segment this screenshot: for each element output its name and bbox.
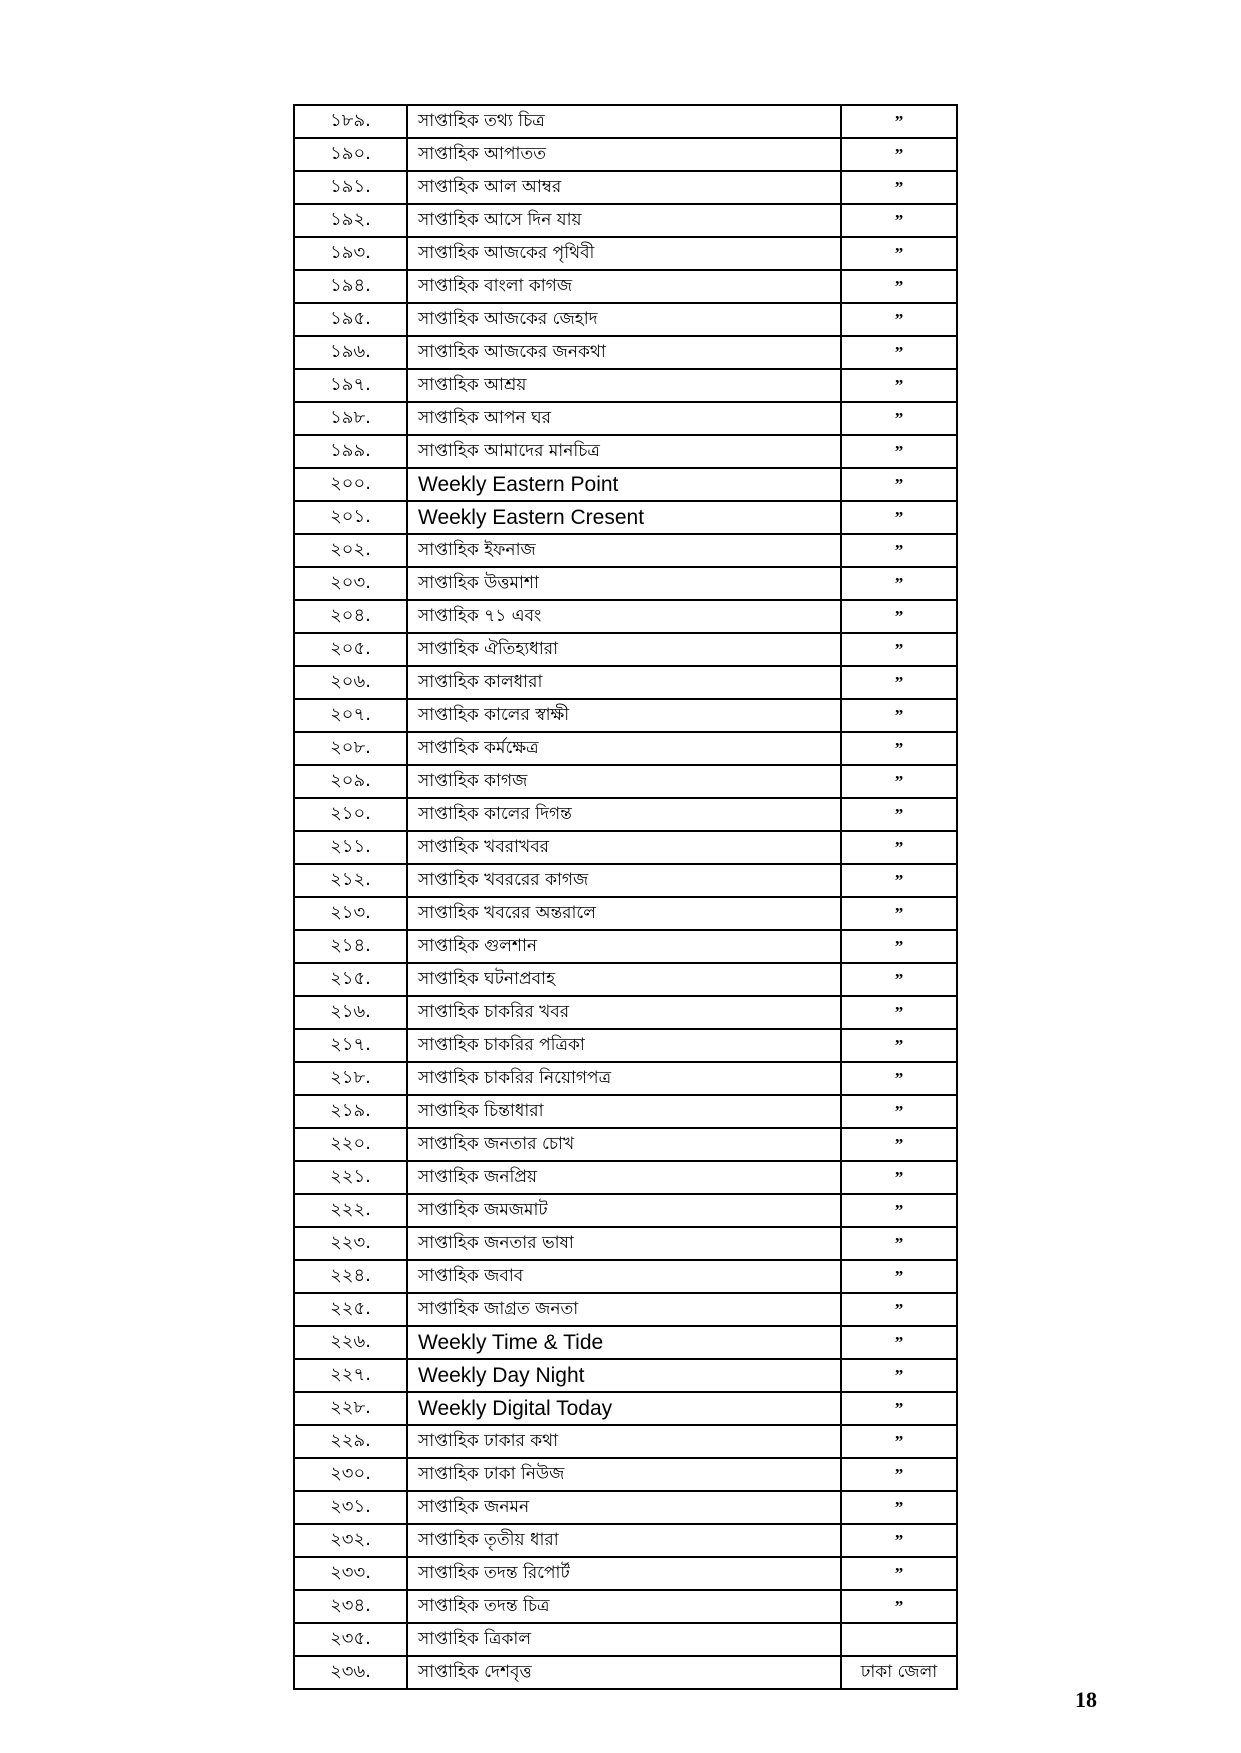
newspaper-name: সাপ্তাহিক চাকরির খবর xyxy=(407,996,841,1029)
newspaper-name: সাপ্তাহিক কালধারা xyxy=(407,666,841,699)
table-row xyxy=(294,534,957,567)
table-row xyxy=(294,171,957,204)
location-cell: ” xyxy=(841,798,957,831)
location-cell: ” xyxy=(841,1458,957,1491)
newspaper-name: সাপ্তাহিক কালের স্বাক্ষী xyxy=(407,699,841,732)
serial-number: ২১৪. xyxy=(294,930,407,963)
serial-number: ২৩৬. xyxy=(294,1656,407,1689)
newspaper-name: Weekly Eastern Cresent xyxy=(407,501,841,534)
location-cell: ” xyxy=(841,1095,957,1128)
table-row xyxy=(294,864,957,897)
serial-number: ২১৫. xyxy=(294,963,407,996)
location-cell: ” xyxy=(841,138,957,171)
table-row xyxy=(294,402,957,435)
serial-number: ২০৯. xyxy=(294,765,407,798)
newspaper-name: সাপ্তাহিক জনতার চোখ xyxy=(407,1128,841,1161)
serial-number: ২০৩. xyxy=(294,567,407,600)
location-cell: ” xyxy=(841,963,957,996)
newspaper-name: সাপ্তাহিক তৃতীয় ধারা xyxy=(407,1524,841,1557)
serial-number: ২২৮. xyxy=(294,1392,407,1425)
serial-number: ১৯৭. xyxy=(294,369,407,402)
newspaper-name: সাপ্তাহিক উত্তমাশা xyxy=(407,567,841,600)
serial-number: ২৩৩. xyxy=(294,1557,407,1590)
newspaper-name: সাপ্তাহিক আসে দিন যায় xyxy=(407,204,841,237)
location-cell: ” xyxy=(841,567,957,600)
table-row xyxy=(294,1161,957,1194)
newspaper-name: সাপ্তাহিক খবরের অন্তরালে xyxy=(407,897,841,930)
table-row xyxy=(294,996,957,1029)
location-cell: ” xyxy=(841,402,957,435)
serial-number: ২০৮. xyxy=(294,732,407,765)
table-row xyxy=(294,1590,957,1623)
location-cell: ” xyxy=(841,930,957,963)
serial-number: ২২৬. xyxy=(294,1326,407,1359)
serial-number: ২১৩. xyxy=(294,897,407,930)
serial-number: ২৩৫. xyxy=(294,1623,407,1656)
location-cell: ” xyxy=(841,1524,957,1557)
location-cell: ” xyxy=(841,336,957,369)
location-cell: ” xyxy=(841,105,957,138)
newspaper-name: সাপ্তাহিক গুলশান xyxy=(407,930,841,963)
table-row xyxy=(294,666,957,699)
location-cell: ” xyxy=(841,171,957,204)
serial-number: ২১১. xyxy=(294,831,407,864)
table-row xyxy=(294,336,957,369)
location-cell: ” xyxy=(841,1062,957,1095)
location-cell: ” xyxy=(841,237,957,270)
table-row xyxy=(294,765,957,798)
table-row xyxy=(294,1062,957,1095)
table-row xyxy=(294,204,957,237)
table-row xyxy=(294,105,957,138)
serial-number: ২২৫. xyxy=(294,1293,407,1326)
table-row xyxy=(294,930,957,963)
newspaper-name: Weekly Time & Tide xyxy=(407,1326,841,1359)
location-cell: ” xyxy=(841,633,957,666)
table-row xyxy=(294,1260,957,1293)
newspaper-name: সাপ্তাহিক আল আম্বর xyxy=(407,171,841,204)
table-row xyxy=(294,468,957,501)
table-row xyxy=(294,303,957,336)
location-cell: ” xyxy=(841,303,957,336)
serial-number: ১৯৬. xyxy=(294,336,407,369)
serial-number: ২২৪. xyxy=(294,1260,407,1293)
newspaper-name: সাপ্তাহিক ত্রিকাল xyxy=(407,1623,841,1656)
serial-number: ২৩২. xyxy=(294,1524,407,1557)
newspaper-name: সাপ্তাহিক জনমন xyxy=(407,1491,841,1524)
table-row xyxy=(294,567,957,600)
serial-number: ২১৬. xyxy=(294,996,407,1029)
serial-number: ১৯২. xyxy=(294,204,407,237)
newspaper-name: সাপ্তাহিক তথ্য চিত্র xyxy=(407,105,841,138)
serial-number: ২৩০. xyxy=(294,1458,407,1491)
location-cell: ” xyxy=(841,1359,957,1392)
table-row xyxy=(294,237,957,270)
table-row xyxy=(294,1293,957,1326)
newspaper-name: সাপ্তাহিক ইফনাজ xyxy=(407,534,841,567)
location-cell: ” xyxy=(841,897,957,930)
serial-number: ১৯৫. xyxy=(294,303,407,336)
serial-number: ২০৬. xyxy=(294,666,407,699)
location-cell: ” xyxy=(841,1392,957,1425)
newspaper-name: Weekly Eastern Point xyxy=(407,468,841,501)
newspaper-name: সাপ্তাহিক তদন্ত রিপোর্ট xyxy=(407,1557,841,1590)
newspaper-name: সাপ্তাহিক ৭১ এবং xyxy=(407,600,841,633)
newspaper-name: সাপ্তাহিক চিন্তাধারা xyxy=(407,1095,841,1128)
serial-number: ১৮৯. xyxy=(294,105,407,138)
location-cell: ” xyxy=(841,600,957,633)
serial-number: ২১২. xyxy=(294,864,407,897)
table-row xyxy=(294,1392,957,1425)
location-cell: ঢাকা জেলা xyxy=(841,1656,957,1689)
table-row xyxy=(294,1128,957,1161)
serial-number: ২০৫. xyxy=(294,633,407,666)
newspaper-name: সাপ্তাহিক ঢাকার কথা xyxy=(407,1425,841,1458)
newspaper-name: সাপ্তাহিক আমাদের মানচিত্র xyxy=(407,435,841,468)
location-cell: ” xyxy=(841,1557,957,1590)
serial-number: ২২৩. xyxy=(294,1227,407,1260)
location-cell: ” xyxy=(841,732,957,765)
table-row xyxy=(294,1623,957,1656)
newspaper-name: সাপ্তাহিক বাংলা কাগজ xyxy=(407,270,841,303)
location-cell: ” xyxy=(841,1161,957,1194)
location-cell: ” xyxy=(841,1425,957,1458)
newspaper-name: সাপ্তাহিক আশ্রয় xyxy=(407,369,841,402)
location-cell: ” xyxy=(841,1029,957,1062)
table-row xyxy=(294,435,957,468)
newspaper-name: সাপ্তাহিক কালের দিগন্ত xyxy=(407,798,841,831)
location-cell: ” xyxy=(841,435,957,468)
newspaper-name: সাপ্তাহিক আপন ঘর xyxy=(407,402,841,435)
table-row xyxy=(294,831,957,864)
newspaper-list-table xyxy=(293,104,958,1690)
location-cell: ” xyxy=(841,864,957,897)
table-row xyxy=(294,600,957,633)
location-cell: ” xyxy=(841,1128,957,1161)
location-cell: ” xyxy=(841,204,957,237)
newspaper-name: সাপ্তাহিক আজকের জেহাদ xyxy=(407,303,841,336)
serial-number: ২২১. xyxy=(294,1161,407,1194)
serial-number: ২১৯. xyxy=(294,1095,407,1128)
table-row xyxy=(294,1491,957,1524)
location-cell xyxy=(841,1623,957,1656)
table-row xyxy=(294,1359,957,1392)
table-row xyxy=(294,1656,957,1689)
serial-number: ১৯৮. xyxy=(294,402,407,435)
serial-number: ২২৯. xyxy=(294,1425,407,1458)
location-cell: ” xyxy=(841,1227,957,1260)
serial-number: ২০১. xyxy=(294,501,407,534)
location-cell: ” xyxy=(841,369,957,402)
location-cell: ” xyxy=(841,765,957,798)
newspaper-name: সাপ্তাহিক জাগ্রত জনতা xyxy=(407,1293,841,1326)
newspaper-name: সাপ্তাহিক আপাতত xyxy=(407,138,841,171)
table-row xyxy=(294,1524,957,1557)
newspaper-name: সাপ্তাহিক খবররের কাগজ xyxy=(407,864,841,897)
table-row xyxy=(294,897,957,930)
location-cell: ” xyxy=(841,501,957,534)
table-row xyxy=(294,270,957,303)
serial-number: ২০২. xyxy=(294,534,407,567)
serial-number: ২০০. xyxy=(294,468,407,501)
serial-number: ১৯৯. xyxy=(294,435,407,468)
location-cell: ” xyxy=(841,1194,957,1227)
location-cell: ” xyxy=(841,831,957,864)
location-cell: ” xyxy=(841,1590,957,1623)
table-row xyxy=(294,1194,957,1227)
table-row xyxy=(294,1326,957,1359)
table-row xyxy=(294,1029,957,1062)
serial-number: ২২০. xyxy=(294,1128,407,1161)
location-cell: ” xyxy=(841,1491,957,1524)
table-row xyxy=(294,501,957,534)
table-row xyxy=(294,1095,957,1128)
serial-number: ২১০. xyxy=(294,798,407,831)
newspaper-name: সাপ্তাহিক জবাব xyxy=(407,1260,841,1293)
page-number: 18 xyxy=(1075,1687,1097,1712)
table-row xyxy=(294,633,957,666)
serial-number: ১৯০. xyxy=(294,138,407,171)
location-cell: ” xyxy=(841,666,957,699)
serial-number: ১৯৪. xyxy=(294,270,407,303)
location-cell: ” xyxy=(841,468,957,501)
table-row xyxy=(294,732,957,765)
serial-number: ২০৪. xyxy=(294,600,407,633)
location-cell: ” xyxy=(841,699,957,732)
location-cell: ” xyxy=(841,996,957,1029)
newspaper-name: সাপ্তাহিক কাগজ xyxy=(407,765,841,798)
table-row xyxy=(294,1557,957,1590)
newspaper-name: সাপ্তাহিক চাকরির পত্রিকা xyxy=(407,1029,841,1062)
table-row xyxy=(294,798,957,831)
newspaper-name: সাপ্তাহিক কর্মক্ষেত্র xyxy=(407,732,841,765)
table-row xyxy=(294,699,957,732)
newspaper-name: সাপ্তাহিক ঐতিহ্যধারা xyxy=(407,633,841,666)
newspaper-name: Weekly Digital Today xyxy=(407,1392,841,1425)
location-cell: ” xyxy=(841,270,957,303)
newspaper-name: সাপ্তাহিক জনতার ভাষা xyxy=(407,1227,841,1260)
newspaper-name: সাপ্তাহিক জমজমাট xyxy=(407,1194,841,1227)
location-cell: ” xyxy=(841,1260,957,1293)
serial-number: ২০৭. xyxy=(294,699,407,732)
newspaper-name: সাপ্তাহিক চাকরির নিয়োগপত্র xyxy=(407,1062,841,1095)
serial-number: ২১৭. xyxy=(294,1029,407,1062)
newspaper-name: সাপ্তাহিক খবরাখবর xyxy=(407,831,841,864)
table-row xyxy=(294,1227,957,1260)
newspaper-name: সাপ্তাহিক আজকের পৃথিবী xyxy=(407,237,841,270)
table-row xyxy=(294,1425,957,1458)
table-row xyxy=(294,138,957,171)
newspaper-name: সাপ্তাহিক তদন্ত চিত্র xyxy=(407,1590,841,1623)
table-body xyxy=(294,105,957,1689)
table-row xyxy=(294,1458,957,1491)
newspaper-name: সাপ্তাহিক দেশবৃত্ত xyxy=(407,1656,841,1689)
newspaper-name: Weekly Day Night xyxy=(407,1359,841,1392)
serial-number: ১৯১. xyxy=(294,171,407,204)
newspaper-name: সাপ্তাহিক আজকের জনকথা xyxy=(407,336,841,369)
newspaper-name: সাপ্তাহিক জনপ্রিয় xyxy=(407,1161,841,1194)
serial-number: ২৩১. xyxy=(294,1491,407,1524)
serial-number: ১৯৩. xyxy=(294,237,407,270)
serial-number: ২২২. xyxy=(294,1194,407,1227)
location-cell: ” xyxy=(841,1293,957,1326)
newspaper-name: সাপ্তাহিক ঘটনাপ্রবাহ xyxy=(407,963,841,996)
serial-number: ২১৮. xyxy=(294,1062,407,1095)
location-cell: ” xyxy=(841,534,957,567)
serial-number: ২২৭. xyxy=(294,1359,407,1392)
table-row xyxy=(294,369,957,402)
location-cell: ” xyxy=(841,1326,957,1359)
table-row xyxy=(294,963,957,996)
newspaper-name: সাপ্তাহিক ঢাকা নিউজ xyxy=(407,1458,841,1491)
serial-number: ২৩৪. xyxy=(294,1590,407,1623)
